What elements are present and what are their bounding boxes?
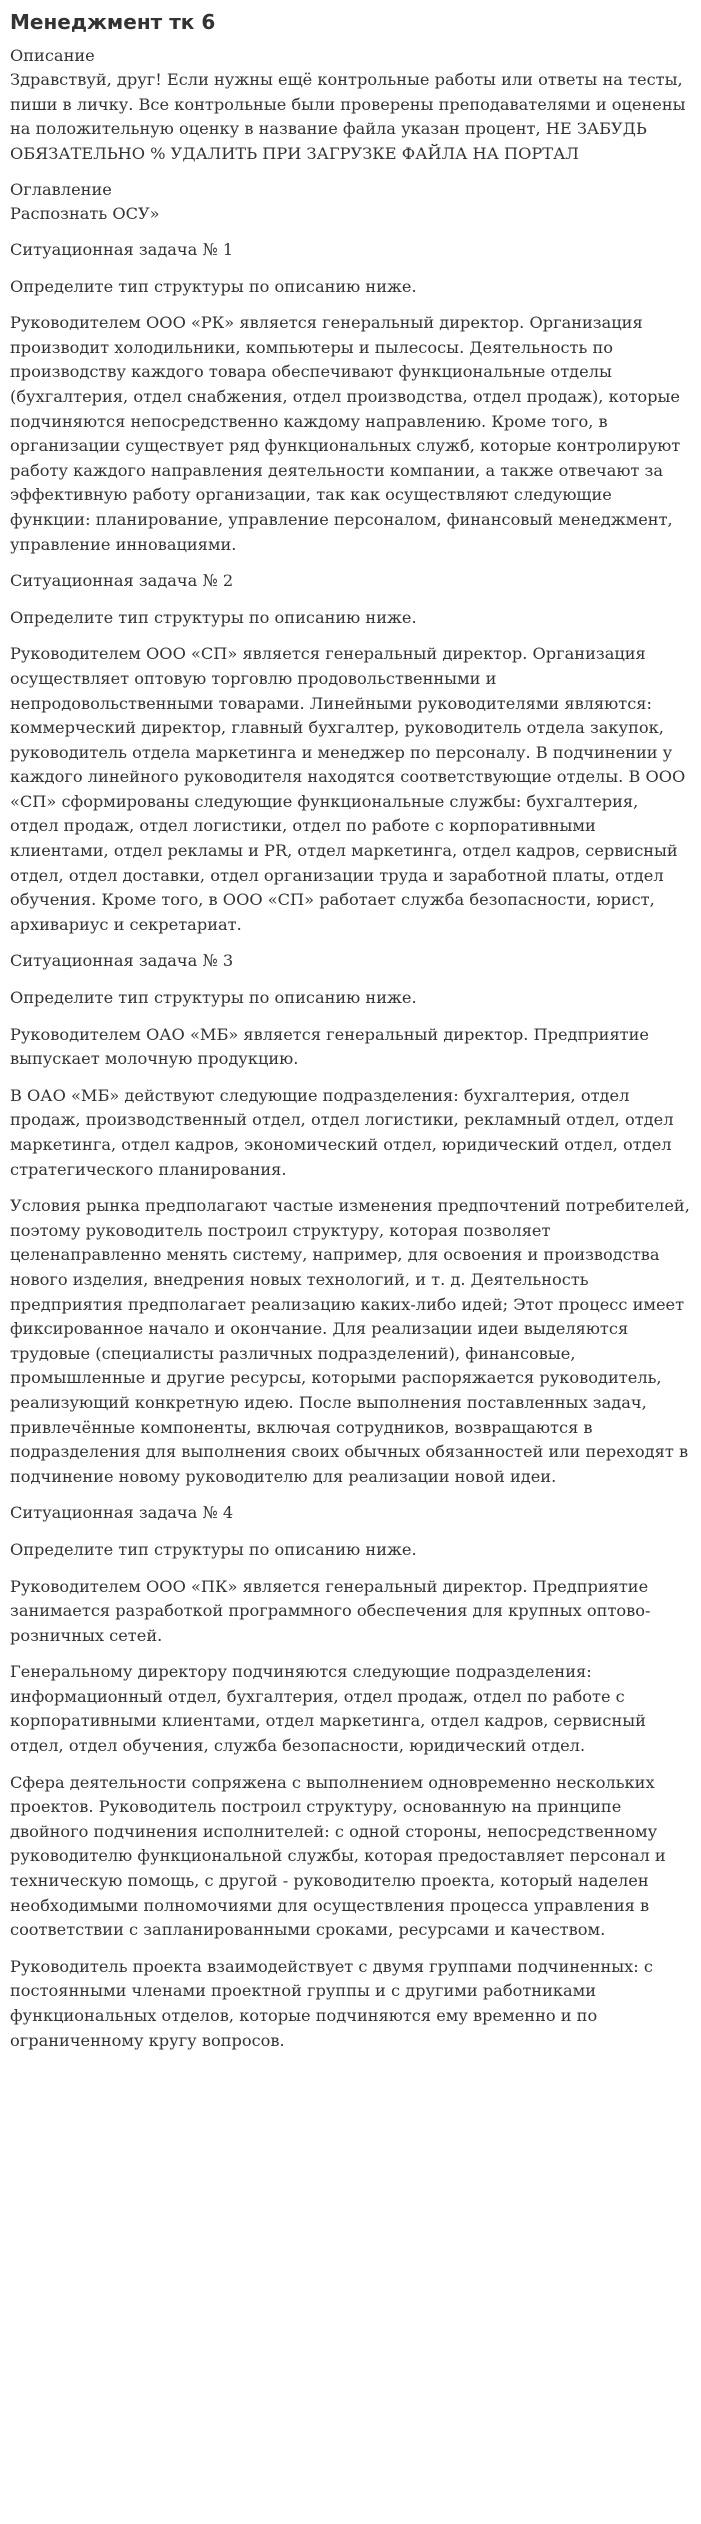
- task-paragraph: Руководителем ООО «РК» является генеральный директор. Организация производит холодильники, компьютеры и пылесосы. Деятельность по производству каждого товара обеспечивают функциональные отделы (бухгалтерия, отдел снабжения, отдел производства, отдел продаж), которые подчиняются непосредственно каждому направлению. Кроме того, в организации существует ряд функциональных служб, которые контролируют работу каждого направления деятельности компании, а также отвечают за эффективную работу организации, так как осуществляют следующие функции: планирование, управление персоналом, финансовый менеджмент, управление инновациями.: [10, 313, 681, 554]
- task-title: Ситуационная задача № 4: [10, 1503, 234, 1523]
- description-label: Описание: [10, 46, 95, 65]
- task-paragraph: Руководителем ОАО «МБ» является генеральный директор. Предприятие выпускает молочную продукцию.: [10, 1024, 649, 1069]
- task-paragraph: В ОАО «МБ» действуют следующие подразделения: бухгалтерия, отдел продаж, производственный отдел, отдел логистики, рекламный отдел, отдел маркетинга, отдел кадров, экономический отдел, юридический отдел, отдел стратегического планирования.: [10, 1085, 674, 1179]
- task-paragraph: Определите тип структуры по описанию ниже.: [10, 988, 417, 1008]
- toc-label: Оглавление: [10, 180, 112, 199]
- description-text: Здравствуй, друг! Если нужны ещё контрольные работы или ответы на тесты, пиши в личку. Все контрольные были проверены преподавателями и оценены на положительную оценку в название файла указан процент, НЕ ЗАБУДЬ ОБЯЗАТЕЛЬНО % УДАЛИТЬ ПРИ ЗАГРУЗКЕ ФАЙЛА НА ПОРТАЛ: [10, 70, 686, 163]
- task-paragraph: Руководителем ООО «ПК» является генеральный директор. Предприятие занимается разработкой программного обеспечения для крупных оптово-розничных сетей.: [10, 1576, 651, 1645]
- task-title: Ситуационная задача № 2: [10, 571, 234, 591]
- task-paragraph: Руководитель проекта взаимодействует с двумя группами подчиненных: с постоянными членами проектной группы и с другими работниками функциональных отделов, которые подчиняются ему временно и по ограниченному кругу вопросов.: [10, 1956, 653, 2050]
- task-paragraph: Определите тип структуры по описанию ниже.: [10, 1539, 417, 1559]
- task-section-3: [10, 949, 691, 1489]
- task-paragraph: Определите тип структуры по описанию ниже.: [10, 607, 417, 627]
- task-title: Ситуационная задача № 3: [10, 951, 234, 971]
- page-title: Менеджмент тк 6: [10, 10, 216, 34]
- task-paragraph: Руководителем ООО «СП» является генеральный директор. Организация осуществляет оптовую торговлю продовольственными и непродовольственными товарами. Линейными руководителями являются: коммерческий директор, главный бухгалтер, руководитель отдела закупок, руководитель отдела маркетинга и менеджер по персоналу. В подчинении у каждого линейного руководителя находятся соответствующие отделы. В ООО «СП» сформированы следующие функциональные службы: бухгалтерия, отдел продаж, отдел логистики, отдел по работе с корпоративными клиентами, отдел рекламы и PR, отдел маркетинга, отдел кадров, сервисный отдел, отдел доставки, отдел организации труда и заработной платы, отдел обучения. Кроме того, в ООО «СП» работает служба безопасности, юрист, архивариус и секретариат.: [10, 644, 686, 934]
- task-paragraph: Определите тип структуры по описанию ниже.: [10, 276, 417, 296]
- task-section-1: [10, 238, 691, 557]
- task-paragraph: Сфера деятельности сопряжена с выполнением одновременно нескольких проектов. Руководитель построил структуру, основанную на принципе двойного подчинения исполнителей: с одной стороны, непосредственному руководителю функциональной службы, которая предоставляет персонал и техническую помощь, с другой - руководителю проекта, который наделен необходимыми полномочиями для осуществления процесса управления в соответствии с запланированными сроками, ресурсами и качеством.: [10, 1772, 666, 1940]
- task-title: Ситуационная задача № 1: [10, 240, 234, 259]
- toc-item: Распознать ОСУ»: [10, 204, 160, 223]
- task-section-4: [10, 1501, 691, 2053]
- task-section-2: [10, 569, 691, 937]
- task-paragraph: Условия рынка предполагают частые изменения предпочтений потребителей, поэтому руководитель построил структуру, которая позволяет целенаправленно менять систему, например, для освоения и производства нового изделия, внедрения новых технологий, и т. д. Деятельность предприятия предполагает реализацию каких-либо идей; Этот процесс имеет фиксированное начало и окончание. Для реализации идеи выделяются трудовые (специалисты различных подразделений), финансовые, промышленные и другие ресурсы, которыми распоряжается руководитель, реализующий конкретную идею. После выполнения поставленных задач, привлечённые компоненты, включая сотрудников, возвращаются в подразделения для выполнения своих обычных обязанностей или переходят в подчинение новому руководителю для реализации новой идеи.: [10, 1196, 690, 1486]
- task-paragraph: Генеральному директору подчиняются следующие подразделения: информационный отдел, бухгалтерия, отдел продаж, отдел по работе с корпоративными клиентами, отдел маркетинга, отдел кадров, сервисный отдел, отдел обучения, служба безопасности, юридический отдел.: [10, 1662, 646, 1756]
